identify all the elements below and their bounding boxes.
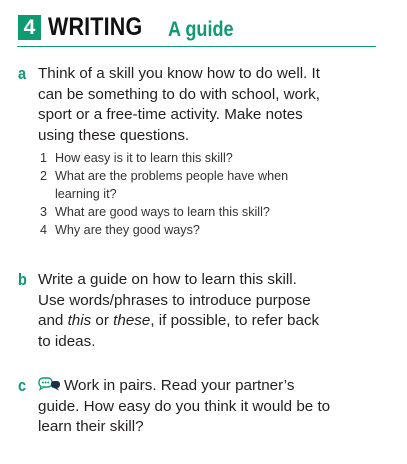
text-run: and bbox=[38, 312, 68, 329]
instruction-line: learn their skill? bbox=[38, 418, 144, 435]
question-number: 4 bbox=[40, 223, 48, 237]
section-title: WRITING bbox=[48, 13, 143, 41]
speech-bubbles-icon bbox=[38, 377, 61, 391]
exercise-c-instructions bbox=[38, 376, 383, 438]
exercise-a-instructions bbox=[38, 64, 383, 146]
header-rule bbox=[17, 46, 376, 47]
instruction-line: using these questions. bbox=[38, 126, 190, 144]
question-text: How easy is it to learn this skill? bbox=[55, 151, 233, 165]
section-subtitle: A guide bbox=[168, 18, 234, 41]
section-number-badge: 4 bbox=[18, 15, 41, 40]
question-item bbox=[40, 203, 288, 221]
question-text-continued: learning it? bbox=[55, 187, 117, 201]
section-header bbox=[16, 11, 391, 47]
question-item bbox=[40, 221, 288, 239]
text-run: or bbox=[91, 312, 114, 329]
instruction-line: can be something to do with school, work, bbox=[38, 85, 320, 103]
question-text: Why are they good ways? bbox=[55, 223, 200, 237]
instruction-line: sport or a free-time activity. Make notes bbox=[38, 106, 303, 123]
instruction-line: Write a guide on how to learn this skill. bbox=[38, 271, 297, 288]
question-number: 2 bbox=[40, 169, 48, 183]
instruction-line: Use words/phrases to introduce purpose bbox=[38, 291, 311, 309]
question-text: What are good ways to learn this skill? bbox=[55, 205, 270, 219]
emphasis-these: these bbox=[113, 312, 151, 329]
question-item bbox=[40, 167, 288, 203]
emphasis-this: this bbox=[67, 312, 92, 329]
question-list bbox=[40, 149, 288, 239]
question-number: 3 bbox=[40, 205, 48, 219]
text-run: , if possible, to refer back bbox=[150, 312, 320, 329]
instruction-line: guide. How easy do you think it would be to bbox=[38, 397, 331, 415]
question-text: What are the problems people have when bbox=[55, 169, 289, 183]
instruction-line bbox=[38, 311, 383, 332]
exercise-letter: b bbox=[18, 270, 27, 289]
instruction-line bbox=[38, 376, 383, 397]
instruction-line: Think of a skill you know how to do well. It bbox=[38, 65, 320, 82]
exercise-letter: c bbox=[18, 376, 27, 395]
instruction-line: to ideas. bbox=[38, 332, 96, 350]
exercise-b-instructions bbox=[38, 270, 383, 352]
question-number: 1 bbox=[40, 151, 48, 165]
question-item bbox=[40, 149, 288, 167]
exercise-letter: a bbox=[18, 64, 27, 83]
text-run: Work in pairs. Read your partner’s bbox=[64, 377, 295, 394]
